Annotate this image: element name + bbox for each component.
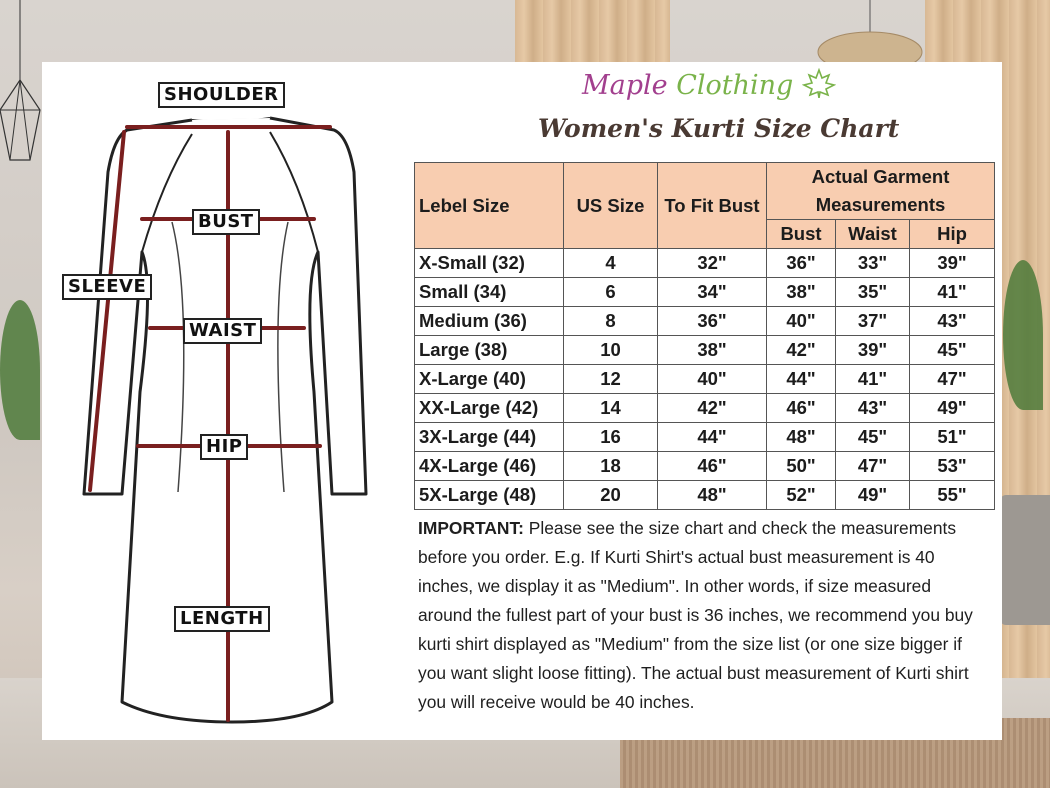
table-cell: 12: [564, 365, 658, 394]
table-cell: 18: [564, 452, 658, 481]
brand-logo: [582, 68, 836, 101]
table-cell: 48": [767, 423, 836, 452]
table-cell: 55": [910, 481, 995, 510]
table-cell: 42": [767, 336, 836, 365]
hip-label: HIP: [200, 434, 248, 460]
note-text: Please see the size chart and check the measurements before you order. E.g. If Kurti Shirt's actual bust measurement is 40 inches, we display it as "Medium". In other words, if size measured around the fullest part of your bust is 36 inches, we recommend you buy kurti shirt displayed as "Medium" from the size list (or one size bigger if you want slight loose fitting). The actual bust measurement of Kurti shirt you will receive would be 40 inches.: [418, 518, 973, 712]
table-cell: 46": [767, 394, 836, 423]
table-cell: 43": [836, 394, 910, 423]
brand-name-part2: Clothing: [676, 70, 794, 101]
table-cell: 8: [564, 307, 658, 336]
header-label-size: Lebel Size: [415, 163, 564, 249]
table-row: [415, 278, 995, 307]
table-cell: 16: [564, 423, 658, 452]
table-cell: 38": [658, 336, 767, 365]
table-cell: 53": [910, 452, 995, 481]
table-cell: 47": [836, 452, 910, 481]
table-cell: 40": [658, 365, 767, 394]
table-cell: X-Small (32): [415, 249, 564, 278]
table-cell: 3X-Large (44): [415, 423, 564, 452]
maple-leaf-icon: [802, 68, 836, 98]
chart-title: Women's Kurti Size Chart: [538, 114, 900, 143]
table-cell: 41": [910, 278, 995, 307]
table-cell: 10: [564, 336, 658, 365]
table-row: [415, 481, 995, 510]
table-row: [415, 249, 995, 278]
table-cell: 35": [836, 278, 910, 307]
table-cell: 48": [658, 481, 767, 510]
header-waist: Waist: [836, 220, 910, 249]
table-cell: 42": [658, 394, 767, 423]
kurti-diagram: [42, 62, 412, 740]
sleeve-label: SLEEVE: [62, 274, 152, 300]
size-table-body: [415, 249, 995, 510]
table-cell: 36": [767, 249, 836, 278]
waist-label: WAIST: [183, 318, 262, 344]
table-cell: Large (38): [415, 336, 564, 365]
table-cell: 45": [836, 423, 910, 452]
table-row: [415, 365, 995, 394]
table-cell: 45": [910, 336, 995, 365]
length-label: LENGTH: [174, 606, 270, 632]
table-cell: X-Large (40): [415, 365, 564, 394]
table-cell: 39": [910, 249, 995, 278]
table-cell: 49": [836, 481, 910, 510]
table-cell: 37": [836, 307, 910, 336]
table-cell: 52": [767, 481, 836, 510]
table-cell: 33": [836, 249, 910, 278]
table-cell: 44": [767, 365, 836, 394]
table-cell: 47": [910, 365, 995, 394]
pendant-lamp-right: [815, 0, 925, 65]
header-to-fit-bust: To Fit Bust: [658, 163, 767, 249]
sofa: [1000, 495, 1050, 625]
table-cell: 4X-Large (46): [415, 452, 564, 481]
table-cell: 5X-Large (48): [415, 481, 564, 510]
table-cell: 41": [836, 365, 910, 394]
table-cell: 50": [767, 452, 836, 481]
table-row: [415, 452, 995, 481]
table-cell: 36": [658, 307, 767, 336]
table-row: [415, 307, 995, 336]
table-cell: 44": [658, 423, 767, 452]
table-cell: 20: [564, 481, 658, 510]
header-bust: Bust: [767, 220, 836, 249]
table-cell: 40": [767, 307, 836, 336]
shoulder-label: SHOULDER: [158, 82, 285, 108]
kurti-outline: [42, 62, 412, 740]
note-label: IMPORTANT:: [418, 518, 524, 538]
size-chart-card: [42, 62, 1002, 740]
table-cell: 49": [910, 394, 995, 423]
plant-right: [1003, 260, 1043, 410]
header-us-size: US Size: [564, 163, 658, 249]
brand-name-part1: Maple: [582, 70, 668, 101]
plant-left: [0, 300, 40, 440]
bust-label: BUST: [192, 209, 260, 235]
table-cell: 14: [564, 394, 658, 423]
table-cell: 43": [910, 307, 995, 336]
table-cell: 38": [767, 278, 836, 307]
important-note: [418, 514, 988, 717]
table-cell: 4: [564, 249, 658, 278]
table-cell: 46": [658, 452, 767, 481]
table-cell: Medium (36): [415, 307, 564, 336]
table-cell: 6: [564, 278, 658, 307]
table-cell: 34": [658, 278, 767, 307]
table-cell: 39": [836, 336, 910, 365]
table-cell: XX-Large (42): [415, 394, 564, 423]
header-hip: Hip: [910, 220, 995, 249]
table-cell: 32": [658, 249, 767, 278]
table-row: [415, 394, 995, 423]
table-row: [415, 336, 995, 365]
table-cell: Small (34): [415, 278, 564, 307]
header-actual-measurements: Actual Garment Measurements: [767, 163, 995, 220]
size-table: [414, 162, 995, 510]
table-row: [415, 423, 995, 452]
table-cell: 51": [910, 423, 995, 452]
